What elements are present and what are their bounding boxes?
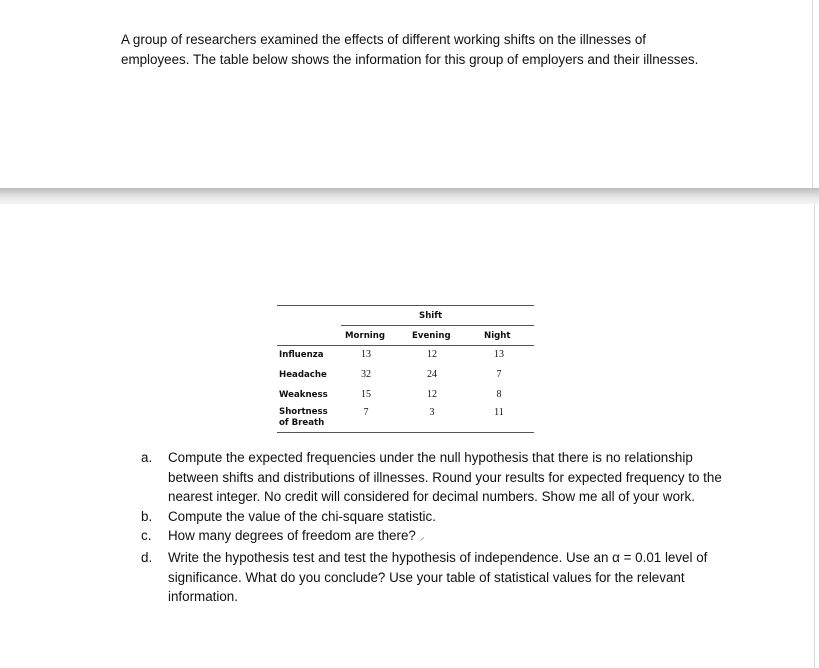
question-text-wrap: [168, 526, 731, 548]
column-header-night: Night: [484, 331, 511, 341]
question-list: [141, 448, 731, 607]
table-bottom-rule: [277, 432, 534, 433]
page-separator: [0, 188, 819, 204]
group-header-shift: Shift: [419, 311, 443, 321]
question-label: b.: [141, 508, 153, 524]
question-text: How many degrees of freedom are there?: [168, 528, 416, 544]
question-text: Write the hypothesis test and test the hypothesis of independence. Use an α = 0.01 level of significance. What do you conclude? Use your table of statistical values for the relevant information.: [168, 549, 708, 605]
intro-paragraph: [121, 30, 741, 69]
table-cell: 11: [494, 407, 504, 418]
document-page-top: [0, 0, 813, 188]
row-label-shortness-of-breath: [279, 407, 328, 429]
table-cell: 24: [427, 369, 437, 380]
row-label-influenza: Influenza: [279, 350, 324, 360]
row-label-headache: Headache: [279, 370, 327, 380]
table-cell: 12: [427, 349, 437, 360]
group-header-rule: [341, 325, 534, 326]
table-cell: 32: [361, 369, 371, 380]
row-label-line-1: Shortness: [279, 407, 328, 417]
question-label: d.: [141, 549, 153, 565]
question-d: [141, 548, 731, 607]
table-cell: 7: [363, 407, 369, 418]
intro-line-2: employees. The table below shows the information for this group of employers and their illnesses.: [121, 51, 699, 67]
table-cell: 12: [427, 389, 437, 400]
table-cell: 8: [496, 389, 502, 400]
text-cursor-icon: ⸝: [419, 532, 425, 544]
table-cell: 7: [496, 369, 502, 380]
question-c: [141, 526, 731, 548]
intro-line-1: A group of researchers examined the effects of different working shifts on the illnesses of: [121, 32, 647, 47]
question-label: c.: [141, 528, 152, 544]
table-cell: 13: [361, 349, 371, 360]
table-cell: 3: [429, 407, 435, 418]
column-header-rule: [277, 345, 534, 346]
question-text: Compute the expected frequencies under the null hypothesis that there is no relationship between shifts and distributions of illnesses. Round your results for expected frequency to the nearest integer. No credit will considered for decimal numbers. Show me all of your work.: [168, 450, 722, 505]
table-cell: 15: [361, 389, 371, 400]
row-label-line-2: of Breath: [279, 418, 325, 428]
column-header-evening: Evening: [412, 331, 451, 341]
table-top-rule: [277, 305, 534, 306]
table-cell: 13: [494, 349, 504, 360]
question-b: [141, 507, 731, 527]
question-label: a.: [141, 450, 153, 465]
question-a: [141, 448, 731, 507]
question-text: Compute the value of the chi-square statistic.: [168, 508, 436, 524]
column-header-morning: Morning: [345, 331, 386, 341]
row-label-weakness: Weakness: [279, 390, 328, 400]
